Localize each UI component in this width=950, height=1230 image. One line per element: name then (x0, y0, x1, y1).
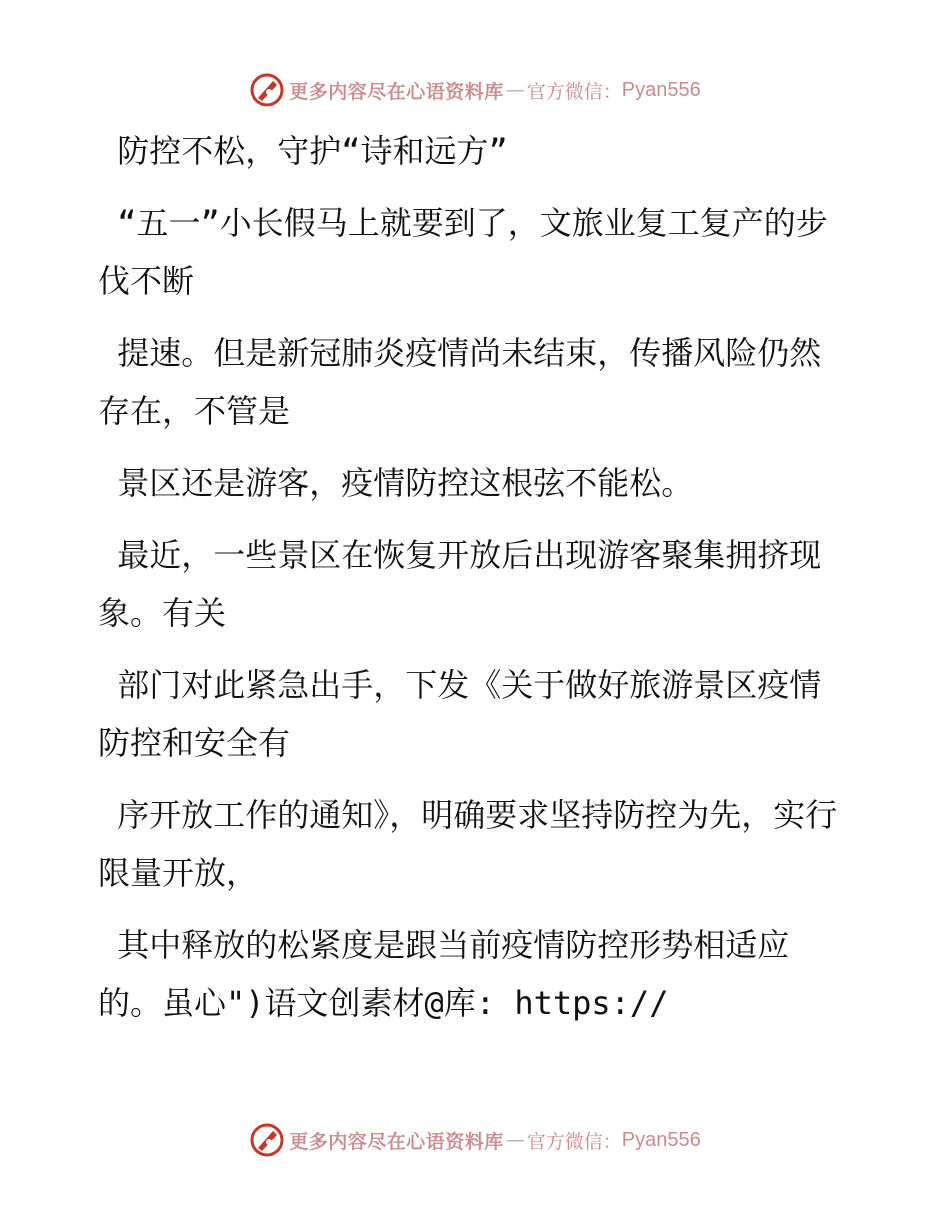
paragraph: “五一”小长假马上就要到了，文旅业复工复产的步伐不断 (98, 204, 828, 300)
paragraph: 其中释放的松紧度是跟当前疫情防控形势相适应的。虽心")语文创素材@库: https:// (98, 926, 790, 1022)
watermark-wechat-label: 官方微信： (526, 80, 622, 103)
watermark-site-text: 更多内容尽在心语资料库 (289, 1130, 504, 1153)
paragraph: 序开放工作的通知》，明确要求坚持防控为先，实行限量开放， (98, 796, 838, 892)
pen-logo-icon (249, 1122, 285, 1158)
watermark-wechat-id: Pyan556 (621, 1128, 701, 1151)
document-body (98, 122, 838, 1046)
watermark-separator: — (505, 1129, 525, 1151)
watermark-separator: — (505, 79, 525, 101)
paragraph: 景区还是游客，疫情防控这根弦不能松。 (98, 464, 694, 502)
watermark-wechat-label: 官方微信： (526, 1130, 622, 1153)
footer-watermark (0, 1120, 950, 1160)
pen-logo-icon (249, 72, 285, 108)
paragraph: 部门对此紧急出手，下发《关于做好旅游景区疫情防控和安全有 (98, 666, 822, 762)
header-watermark (0, 70, 950, 110)
paragraph: 提速。但是新冠肺炎疫情尚未结束，传播风险仍然存在，不管是 (98, 334, 822, 430)
watermark-site-text: 更多内容尽在心语资料库 (289, 80, 504, 103)
paragraph: 最近，一些景区在恢复开放后出现游客聚集拥挤现象。有关 (98, 536, 822, 632)
paragraph-title: 防控不松，守护“诗和远方” (98, 132, 508, 170)
watermark-wechat-id: Pyan556 (621, 78, 701, 101)
